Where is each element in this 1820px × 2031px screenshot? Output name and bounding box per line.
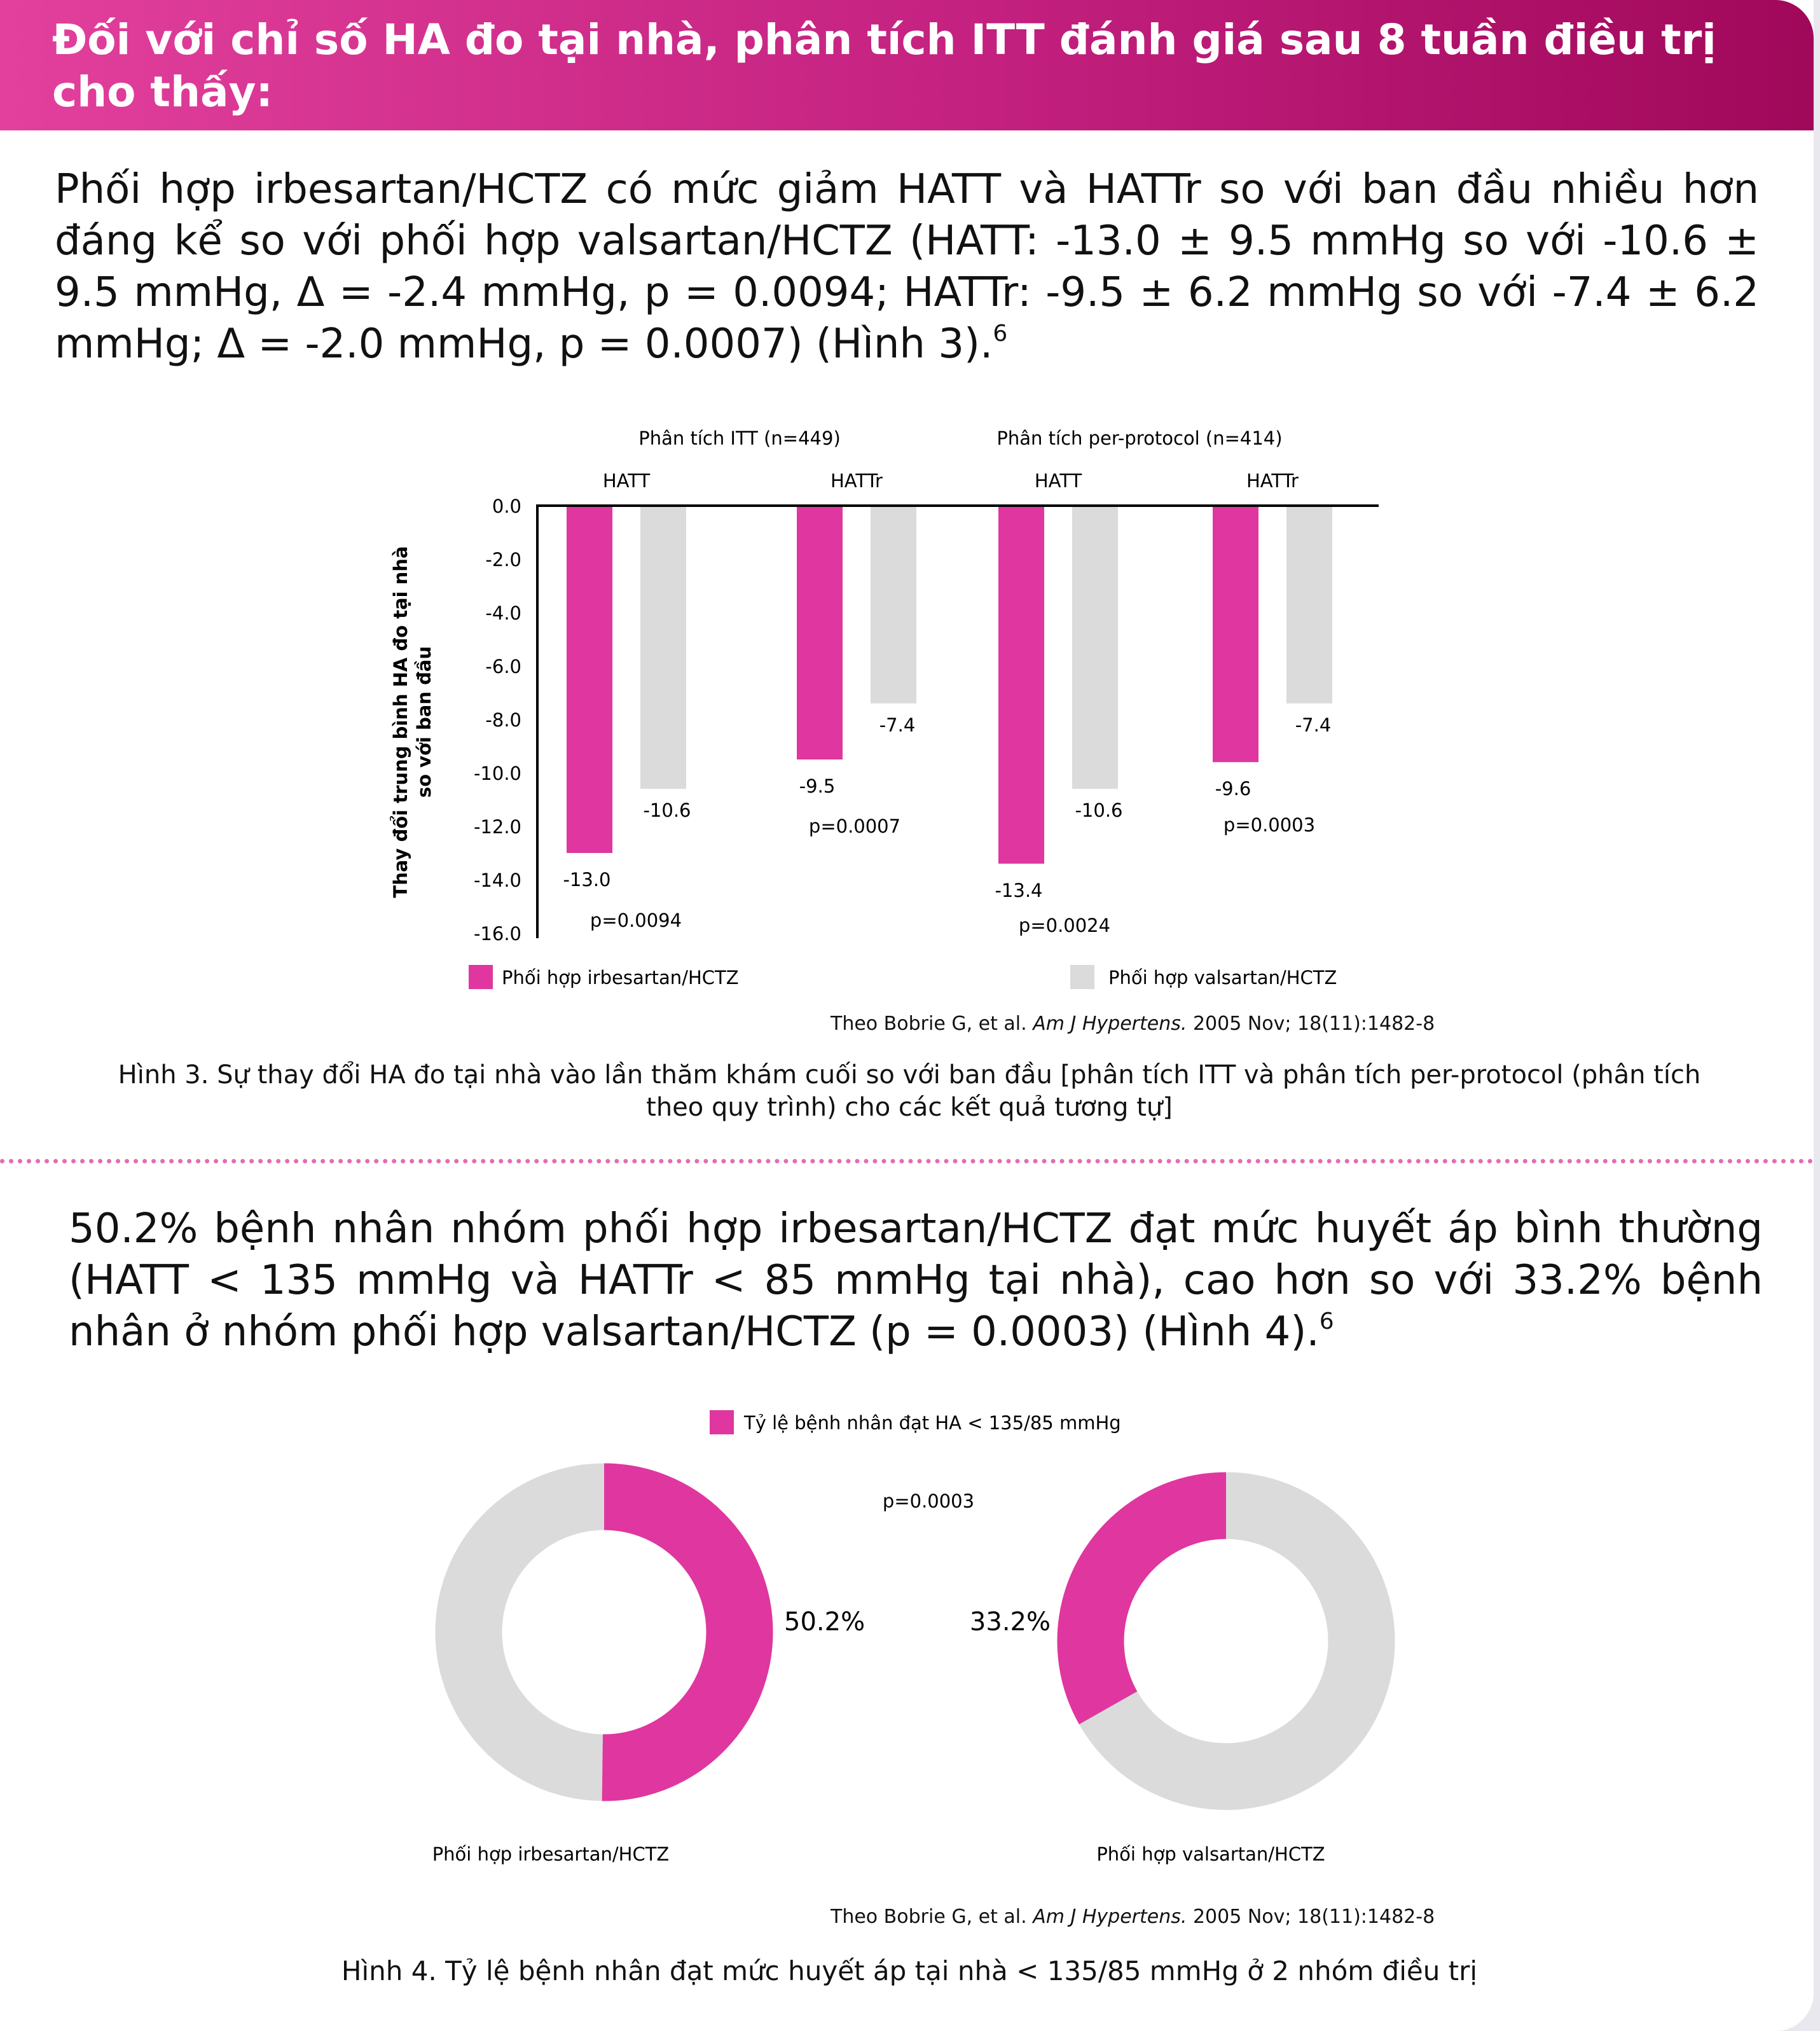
- donut-achieved-segment: [1091, 1506, 1226, 1708]
- y-tick-label: -6.0: [485, 656, 521, 677]
- data-label-valsartan: -7.4: [879, 714, 916, 736]
- y-tick-label: 0.0: [492, 496, 521, 517]
- group-title: Phân tích per-protocol (n=414): [996, 427, 1283, 449]
- data-label-valsartan: -7.4: [1295, 714, 1332, 736]
- legend-label-achieved: Tỷ lệ bệnh nhân đạt HA < 135/85 mmHg: [744, 1412, 1121, 1434]
- y-axis-title-line: Thay đổi trung bình HA đo tại nhà: [390, 546, 411, 898]
- figure3-source-suffix: 2005 Nov; 18(11):1482-8: [1187, 1013, 1435, 1035]
- bar-valsartan: [1072, 506, 1118, 789]
- legend-swatch-achieved: [710, 1410, 734, 1434]
- finding-paragraph-1: [55, 164, 1759, 370]
- figure4-caption: Hình 4. Tỷ lệ bệnh nhân đạt mức huyết áp tại nhà < 135/85 mmHg ở 2 nhóm điều trị: [341, 1955, 1478, 1986]
- group-title: Phân tích ITT (n=449): [638, 427, 841, 449]
- figure4-source: [831, 1906, 1435, 1928]
- data-label-valsartan: -10.6: [643, 800, 691, 822]
- bar-irbesartan: [567, 506, 612, 853]
- figure4-source-prefix: Theo Bobrie G, et al.: [831, 1906, 1033, 1928]
- donut-series-name: Phối hợp irbesartan/HCTZ: [432, 1843, 670, 1865]
- y-tick-label: -12.0: [473, 816, 521, 838]
- finding-paragraph-2: [69, 1203, 1763, 1358]
- legend-label-irbesartan: Phối hợp irbesartan/HCTZ: [502, 967, 739, 988]
- figure3-source-journal: Am J Hypertens.: [1033, 1013, 1187, 1035]
- figure3-source-prefix: Theo Bobrie G, et al.: [831, 1013, 1033, 1035]
- p-value-label: p=0.0003: [882, 1490, 975, 1512]
- data-label-irbesartan: -9.5: [799, 775, 836, 797]
- category-label: HATTr: [1246, 470, 1299, 492]
- category-label: HATT: [602, 470, 651, 492]
- header-title: Đối với chỉ số HA đo tại nhà, phân tích ITT đánh giá sau 8 tuần điều trị cho thấy:: [52, 15, 1716, 116]
- figure4-source-suffix: 2005 Nov; 18(11):1482-8: [1187, 1906, 1435, 1928]
- data-label-irbesartan: -13.4: [995, 879, 1043, 901]
- finding-text-2: 50.2% bệnh nhân nhóm phối hợp irbesartan/HCTZ đạt mức huyết áp bình thường (HATT < 135 mmHg và HATTr < 85 mmHg tại nhà), cao hơn so với 33.2% bệnh nhân ở nhóm phối hợp valsartan/HCTZ (p = 0.0003) (Hình 4).: [69, 1205, 1763, 1355]
- category-label: HATTr: [831, 470, 883, 492]
- legend-swatch-valsartan: [1070, 965, 1094, 989]
- y-tick-label: -4.0: [485, 602, 521, 624]
- y-tick-label: -2.0: [485, 549, 521, 571]
- bar-valsartan: [1286, 506, 1332, 704]
- legend-label-valsartan: Phối hợp valsartan/HCTZ: [1108, 967, 1337, 988]
- bar-valsartan: [640, 506, 686, 789]
- donut-achieved-segment: [602, 1497, 740, 1768]
- data-label-irbesartan: -9.6: [1215, 778, 1251, 800]
- p-value-label: p=0.0003: [1223, 814, 1316, 836]
- bar-irbesartan: [797, 506, 843, 759]
- donut-percentage-label: 50.2%: [784, 1607, 865, 1637]
- y-axis-title-line: so với ban đầu: [413, 646, 435, 798]
- header-banner: [0, 0, 1814, 130]
- donut-percentage-label: 33.2%: [969, 1607, 1051, 1637]
- reference-mark-1: 6: [993, 321, 1008, 347]
- y-axis-title: [390, 546, 435, 898]
- bar-chart: [0, 407, 1814, 1018]
- bar-irbesartan: [1213, 506, 1258, 762]
- legend-swatch-irbesartan: [469, 965, 493, 989]
- y-tick-label: -16.0: [473, 923, 521, 945]
- p-value-label: p=0.0007: [808, 815, 901, 837]
- figure3-caption: Hình 3. Sự thay đổi HA đo tại nhà vào lần thăm khám cuối so với ban đầu [phân tích ITT và phân tích per-protocol (phân tích theo quy trình) cho các kết quả tương tự]: [118, 1060, 1701, 1122]
- data-label-irbesartan: -13.0: [563, 869, 611, 891]
- donut-series-name: Phối hợp valsartan/HCTZ: [1096, 1843, 1325, 1865]
- figure3-source: [831, 1013, 1435, 1035]
- finding-text-1: Phối hợp irbesartan/HCTZ có mức giảm HATT và HATTr so với ban đầu nhiều hơn đáng kể so với phối hợp valsartan/HCTZ (HATT: -13.0 ± 9.5 mmHg so với -10.6 ± 9.5 mmHg, Δ = -2.4 mmHg, p = 0.0094; HATTr: -9.5 ± 6.2 mmHg so với -7.4 ± 6.2 mmHg; Δ = -2.0 mmHg, p = 0.0007) (Hình 3).: [55, 166, 1759, 368]
- donut-chart: [0, 1393, 1814, 1876]
- p-value-label: p=0.0024: [1018, 915, 1111, 936]
- category-label: HATT: [1034, 470, 1082, 492]
- bar-irbesartan: [998, 506, 1044, 864]
- p-value-label: p=0.0094: [589, 910, 682, 931]
- reference-mark-2: 6: [1319, 1308, 1334, 1334]
- section-divider: [0, 1159, 1814, 1163]
- figure4-source-journal: Am J Hypertens.: [1033, 1906, 1187, 1928]
- y-tick-label: -10.0: [473, 763, 521, 784]
- y-tick-label: -14.0: [473, 870, 521, 891]
- y-tick-label: -8.0: [485, 709, 521, 731]
- bar-valsartan: [871, 506, 916, 704]
- data-label-valsartan: -10.6: [1075, 800, 1123, 822]
